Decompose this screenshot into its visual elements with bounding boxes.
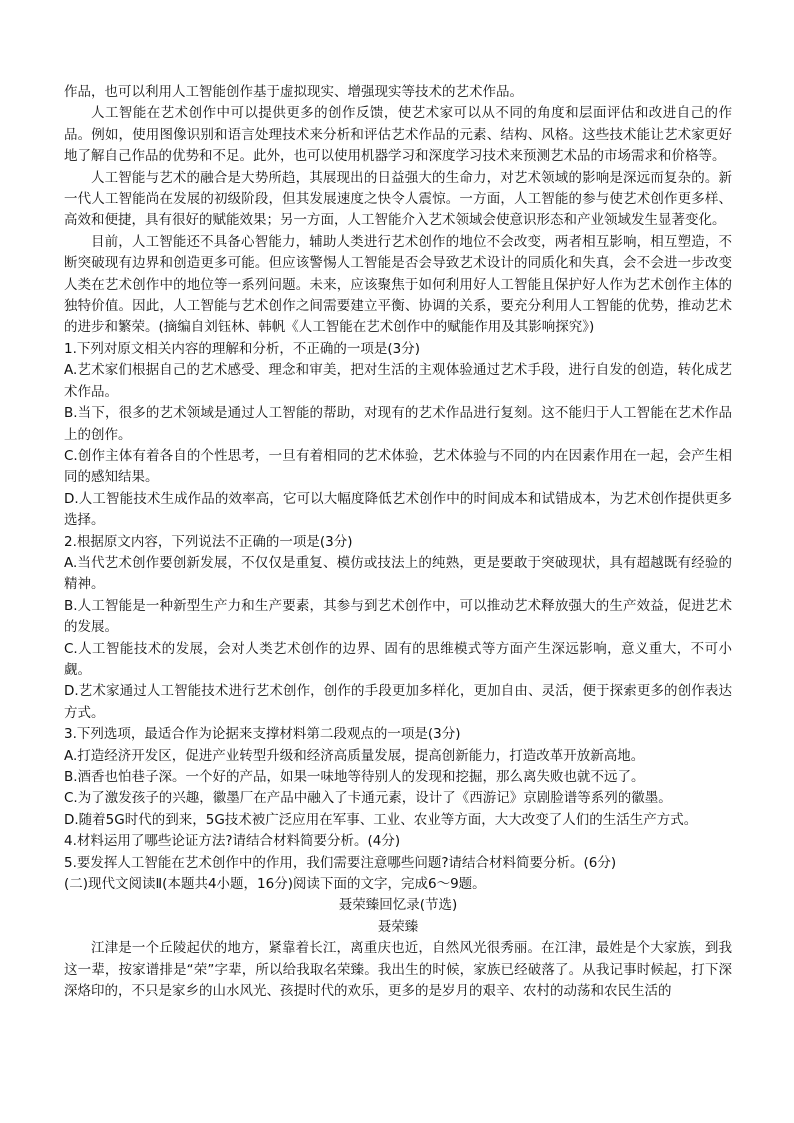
option-b: B.当下，很多的艺术领域是通过人工智能的帮助，对现有的艺术作品进行复刻。这不能归于人工智能在艺术作品上的创作。: [64, 405, 732, 443]
option-a: A.当代艺术创作要创新发展，不仅仅是重复、模仿或技法上的纯熟，更是要敢于突破现状，具有超越既有经验的精神。: [64, 554, 732, 593]
question-4: 4.材料运用了哪些论证方法?请结合材料简要分析。(4分): [64, 833, 401, 850]
option-d: D.艺术家通过人工智能技术进行艺术创作，创作的手段更加多样化，更加自由、灵活，便于探索更多的创作表达方式。: [64, 683, 732, 721]
passage-paragraph-2: 人工智能在艺术创作中可以提供更多的创作反馈，使艺术家可以从不同的角度和层面评估和改进自己的作品。例如，使用图像识别和语言处理技术来分析和评估艺术作品的元素、结构、风格。这些技术能让艺术家更好地了解自己作品的优势和不足。此外，也可以使用机器学习和深度学习技术来预测艺术品的市场需求和价格等。: [64, 105, 732, 165]
option-c: C.人工智能技术的发展，会对人类艺术创作的边界、固有的思维模式等方面产生深远影响，意义重大，不可小觑。: [64, 640, 732, 678]
question-5: 5.要发挥人工智能在艺术创作中的作用，我们需要注意哪些问题?请结合材料简要分析。(6分): [64, 854, 617, 871]
passage-paragraph-3: 人工智能与艺术的融合是大势所趋，其展现出的日益强大的生命力，对艺术领域的影响是深远而复杂的。新一代人工智能尚在发展的初级阶段，但其发展速度之快令人震惊。一方面，人工智能的参与使艺术创作更多样、高效和便捷，具有很好的赋能效果；另一方面，人工智能介入艺术领域会使意识形态和产业领域发生显著变化。: [64, 169, 732, 229]
article-paragraph: 江津是一个丘陵起伏的地方，紧靠着长江，离重庆也近，自然风光很秀丽。在江津，最姓是个大家族，到我这一辈，按家谱排是“荣”字辈，所以给我取名荣臻。我出生的时候，家族已经破落了。从我记事时候起，打下深深烙印的，不只是家乡的山水风光、孩提时代的欢乐，更多的是岁月的艰辛、农村的动荡和农民生活的: [64, 940, 732, 1000]
option-d: D.人工智能技术生成作品的效率高，它可以大幅度降低艺术创作中的时间成本和试错成本，为艺术创作提供更多选择。: [64, 490, 732, 529]
question-3: [64, 724, 732, 831]
option-b: B.酒香也怕巷子深。一个好的产品，如果一味地等待别人的发现和挖掘，那么离失败也就不远了。: [64, 769, 645, 785]
option-c: C.创作主体有着各自的个性思考，一旦有着相同的艺术体验，艺术体验与不同的内在因素作用在一起，会产生相同的感知结果。: [64, 447, 732, 486]
question-stem: 3.下列选项，最适合作为论据来支撑材料第二段观点的一项是(3分): [64, 726, 461, 743]
article-title: 聂荣臻回忆录(节选): [338, 897, 458, 914]
question-1: [64, 339, 732, 532]
question-2: [64, 532, 732, 725]
option-d: D.随着5G时代的到来，5G技术被广泛应用在军事、工业、农业等方面，大大改变了人们的生活生产方式。: [64, 811, 698, 828]
option-a: A.艺术家们根据自己的艺术感受、理念和审美，把对生活的主观体验通过艺术手段，进行自发的创造，转化成艺术作品。: [64, 362, 732, 400]
passage-paragraph-1: 作品，也可以利用人工智能创作基于虚拟现实、增强现实等技术的艺术作品。: [64, 84, 523, 100]
passage-paragraph-4: 目前，人工智能还不具备心智能力，辅助人类进行艺术创作的地位不会改变，两者相互影响，相互塑造，不断突破现有边界和创造更多可能。但应该警惕人工智能是否会导致艺术设计的同质化和失真，会不会进一步改变人类在艺术创作中的地位等一系列问题。未来，应该聚焦于如何利用好人工智能且保护好人作为艺术创作主体的独特价值。因此，人工智能与艺术创作之间需要建立平衡、协调的关系，要充分利用人工智能的优势，推动艺术的进步和繁荣。(摘编自刘钰林、韩帆《人工智能在艺术创作中的赋能作用及其影响探究》): [64, 233, 732, 336]
question-stem: 1.下列对原文相关内容的理解和分析，不正确的一项是(3分): [64, 340, 421, 357]
section-heading: (二)现代文阅读Ⅱ(本题共4小题，16分)阅读下面的文字，完成6～9题。: [64, 876, 486, 893]
option-a: A.打造经济开发区，促进产业转型升级和经济高质量发展，提高创新能力，打造改革开放新高地。: [64, 747, 645, 764]
option-c: C.为了激发孩子的兴趣，徽墨厂在产品中融入了卡通元素，设计了《西游记》京剧脸谱等系列的徽墨。: [64, 790, 672, 807]
option-b: B.人工智能是一种新型生产力和生产要素，其参与到艺术创作中，可以推动艺术释放强大的生产效益，促进艺术的发展。: [64, 597, 732, 636]
article-author: 聂荣臻: [377, 918, 419, 935]
question-stem: 2.根据原文内容，下列说法不正确的一项是(3分): [64, 533, 353, 550]
